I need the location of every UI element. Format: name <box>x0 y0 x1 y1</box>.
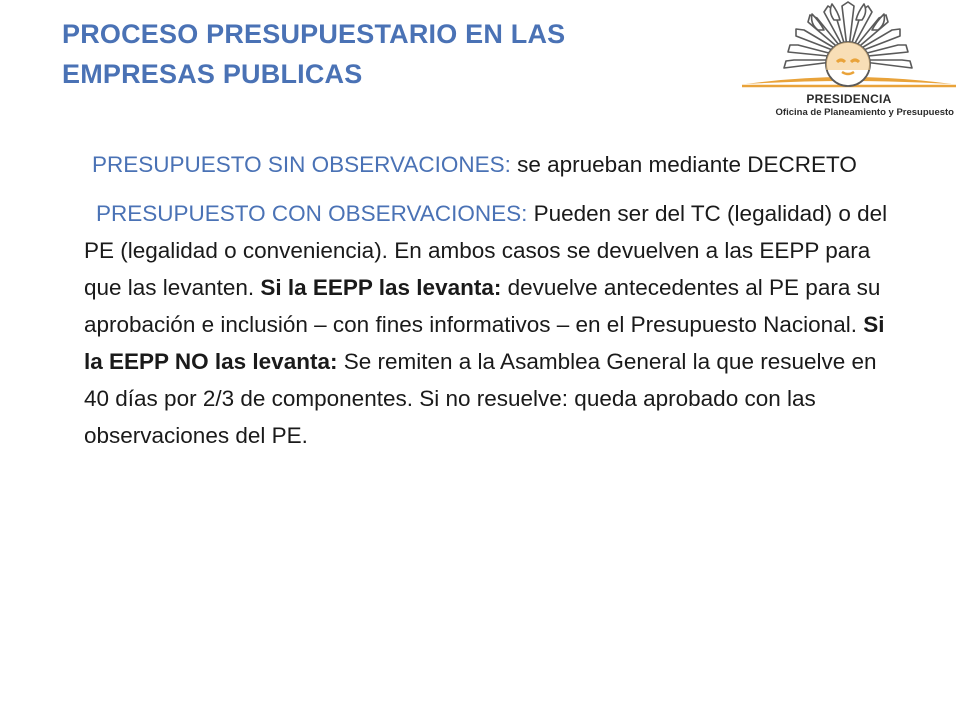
presidencia-logo <box>738 0 960 132</box>
page-title <box>62 14 702 94</box>
paragraph-sin-observaciones <box>92 146 892 183</box>
bold-si-levanta: Si la EEPP las levanta: <box>260 275 502 300</box>
slide-body <box>84 146 912 454</box>
text-con-observaciones-3: Se remiten a la Asamblea General la que resuelve en 40 días por 2/3 de componentes. Si no resuelve: queda aprobado con las observaciones del PE. <box>84 349 877 448</box>
text-sin-observaciones: se aprueban mediante DECRETO <box>510 152 857 177</box>
title-line-2: EMPRESAS PUBLICAS <box>62 59 363 89</box>
text-con-observaciones-2: devuelve antecedentes al PE para su aprobación e inclusión – con fines informativos – en el Presupuesto Nacional. <box>84 275 881 337</box>
bold-no-levanta: Si la EEPP NO las levanta: <box>84 312 885 374</box>
text-con-observaciones-1: Pueden ser del TC (legalidad) o del PE (legalidad o conveniencia). En ambos casos se devuelven a las EEPP para que las levanten. <box>84 201 888 300</box>
label-sin-observaciones: PRESUPUESTO SIN OBSERVACIONES: <box>92 152 511 177</box>
sun-emblem-icon <box>738 0 960 96</box>
logo-caption <box>738 92 960 119</box>
title-line-1: PROCESO PRESUPUESTARIO EN LAS <box>62 19 566 49</box>
logo-org-name: PRESIDENCIA <box>806 92 892 106</box>
paragraph-con-observaciones <box>84 195 904 454</box>
logo-office-name: Oficina de Planeamiento y Presupuesto <box>775 107 954 118</box>
label-con-observaciones: PRESUPUESTO CON OBSERVACIONES: <box>96 201 528 226</box>
